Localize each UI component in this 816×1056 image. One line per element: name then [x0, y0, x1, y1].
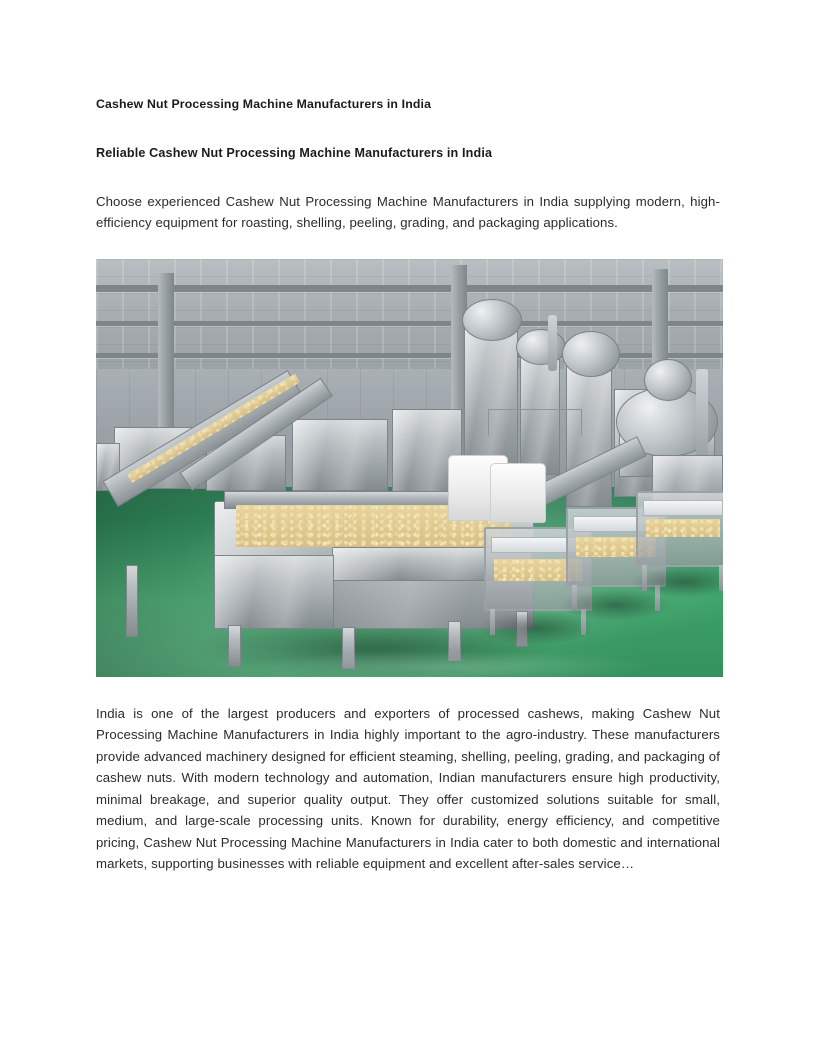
spacer	[96, 163, 720, 191]
spacer	[96, 113, 720, 145]
background-machine	[292, 419, 388, 491]
trolley-tray	[643, 500, 723, 516]
trolley-nuts	[646, 519, 720, 537]
ceiling	[96, 259, 723, 377]
trolley-leg	[490, 609, 495, 635]
factory-photo	[96, 259, 723, 677]
roof-truss	[96, 285, 723, 292]
machine-side-panel	[214, 555, 334, 629]
trolley-leg	[572, 585, 577, 611]
cyclone-separator	[562, 331, 620, 377]
floor-glare	[236, 651, 656, 677]
stainless-trolley	[636, 491, 723, 567]
trolley-leg	[642, 565, 647, 591]
trolley-leg	[719, 565, 723, 591]
duct-pipe	[548, 315, 557, 371]
body-paragraph: India is one of the largest producers and exporters of processed cashews, making Cashew Nut Processing Machine Manufacturers in India highly important to the agro-industry. These manufacturers provide advanced machinery designed for efficient steaming, shelling, peeling, grading, and packaging of cashew nuts. With modern technology and automation, Indian manufacturers ensure high productivity, minimal breakage, and superior quality output. They offer customized solutions suitable for small, medium, and large-scale processing units. Known for durability, energy efficiency, and competitive pricing, Cashew Nut Processing Machine Manufacturers in India cater to both domestic and international markets, supporting businesses with reliable equipment and excellent after-sales service…	[96, 705, 720, 872]
conveyor-leg	[126, 565, 138, 637]
platform-railing	[488, 409, 582, 436]
roasting-tower	[464, 321, 518, 471]
page-title: Cashew Nut Processing Machine Manufacturers in India	[96, 97, 432, 111]
mixer-head	[644, 359, 692, 401]
bulk-sack	[490, 463, 546, 523]
duct-pipe	[696, 369, 708, 459]
factory-scene-illustration	[96, 259, 723, 677]
section-heading: Reliable Cashew Nut Processing Machine Manufacturers in India	[96, 146, 493, 161]
tower-hopper	[462, 299, 522, 341]
intro-paragraph: Choose experienced Cashew Nut Processing Machine Manufacturers in India supplying modern, high-efficiency equipment for roasting, shelling, peeling, grading, and packaging applications.	[96, 193, 720, 231]
roof-truss	[96, 353, 723, 358]
tower-hopper	[516, 329, 566, 365]
roof-truss	[96, 321, 723, 326]
machine-leg	[228, 625, 241, 667]
